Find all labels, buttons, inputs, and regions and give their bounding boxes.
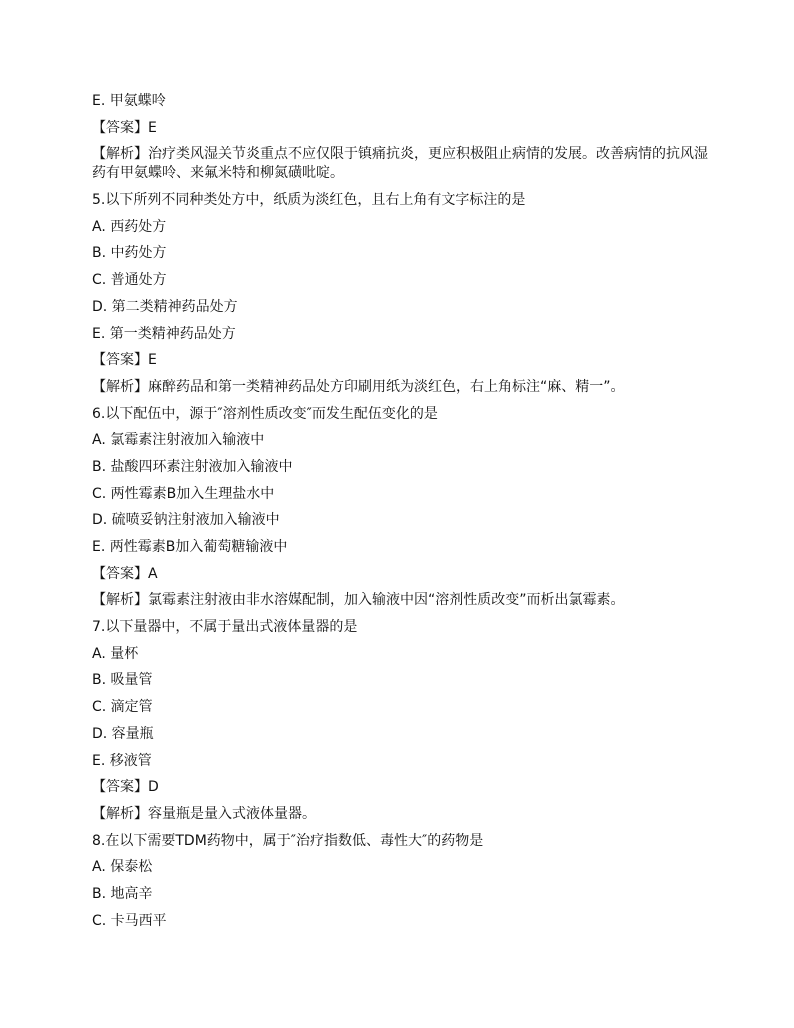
q6-option-e: E. 两性霉素B加入葡萄糖输液中 [92,539,288,555]
document-body [92,92,712,938]
q5-option-e: E. 第一类精神药品处方 [92,325,236,342]
q5-option-a: A. 西药处方 [92,218,167,235]
option-e-methotrexate: E. 甲氨蝶呤 [92,93,166,109]
q7-option-d: D. 容量瓶 [92,725,154,742]
answer-q4: 【答案】E [92,119,157,136]
question-5: 5.以下所列不同种类处方中，纸质为淡红色，且右上角有文字标注的是 [92,192,526,209]
answer-q5: 【答案】E [92,352,157,369]
q7-option-c: C. 滴定管 [92,699,153,716]
explanation-q4: 【解析】治疗类风湿关节炎重点不应仅限于镇痛抗炎，更应积极阻止病情的发展。改善病情的抗风湿药有甲氨蝶呤、来氟米特和柳氮磺吡啶。 [92,146,708,182]
q7-option-a: A. 量杯 [92,645,139,662]
q8-option-b: B. 地高辛 [92,885,153,902]
question-6: 6.以下配伍中，源于″溶剂性质改变″而发生配伍变化的是 [92,405,438,422]
q8-option-a: A. 保泰松 [92,859,153,876]
q6-option-d: D. 硫喷妥钠注射液加入输液中 [92,512,280,529]
q7-option-b: B. 吸量管 [92,672,153,689]
answer-q7: 【答案】D [92,779,159,796]
question-7: 7.以下量器中，不属于量出式液体量器的是 [92,619,358,636]
explanation-q5: 【解析】麻醉药品和第一类精神药品处方印刷用纸为淡红色，右上角标注“麻、精一”。 [92,378,625,395]
explanation-q6: 【解析】氯霉素注射液由非水溶媒配制，加入输液中因“溶剂性质改变”而析出氯霉素。 [92,592,625,609]
q7-option-e: E. 移液管 [92,752,152,769]
q6-option-c: C. 两性霉素B加入生理盐水中 [92,485,275,502]
q8-option-c: C. 卡马西平 [92,912,167,929]
q5-option-c: C. 普通处方 [92,272,167,289]
q6-option-a: A. 氯霉素注射液加入输液中 [92,432,265,449]
q5-option-d: D. 第二类精神药品处方 [92,298,238,315]
explanation-q7: 【解析】容量瓶是量入式液体量器。 [92,805,316,822]
question-8: 8.在以下需要TDM药物中，属于″治疗指数低、毒性大″的药物是 [92,832,484,849]
answer-q6: 【答案】A [92,565,158,582]
q5-option-b: B. 中药处方 [92,245,167,262]
q6-option-b: B. 盐酸四环素注射液加入输液中 [92,458,293,475]
